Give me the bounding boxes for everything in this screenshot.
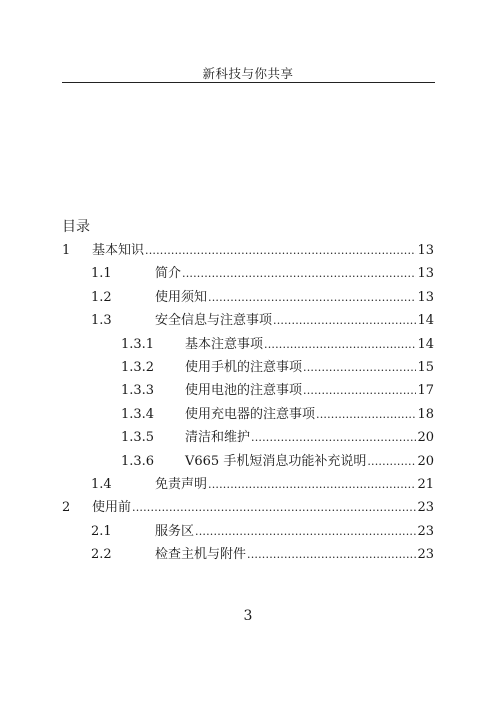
toc-entry-title: 清洁和维护 — [185, 430, 251, 446]
toc-entry-number: 1.3.4 — [121, 406, 155, 422]
toc-dot-leader — [208, 289, 416, 307]
toc-entry-number: 1.3.5 — [121, 430, 155, 446]
toc-entry-page: 13 — [417, 289, 434, 305]
toc-dot-leader — [182, 265, 416, 283]
toc-entry-number: 1.3.6 — [121, 453, 155, 469]
toc-entry-title: 服务区 — [155, 523, 195, 539]
toc-title: 目录 — [62, 219, 90, 235]
header-rule — [62, 82, 435, 83]
toc-entry[interactable] — [62, 382, 434, 405]
toc-entry-page: 17 — [417, 383, 434, 399]
toc-dot-leader — [303, 359, 416, 377]
running-header-title: 新科技与你共享 — [202, 66, 294, 81]
toc-entry[interactable] — [62, 242, 434, 265]
toc-entry-title: 使用须知 — [155, 289, 208, 305]
toc-entry[interactable] — [62, 406, 434, 429]
toc-entry-title: V665 手机短消息功能补充说明 — [185, 453, 367, 469]
toc-entry-title: 基本知识 — [92, 243, 145, 258]
toc-dot-leader — [195, 523, 416, 541]
toc-entry-page: 14 — [417, 313, 434, 329]
toc-entry-title: 使用电池的注意事项 — [185, 383, 303, 399]
toc-entry-number: 2.2 — [91, 547, 112, 563]
toc-entry-number: 1.3.3 — [121, 383, 155, 399]
toc-entry-page: 20 — [417, 430, 434, 446]
toc-entry-number: 1.2 — [91, 289, 112, 305]
toc-entry[interactable] — [62, 289, 434, 312]
toc-entry-page: 13 — [417, 243, 434, 258]
toc-dot-leader — [208, 476, 416, 494]
toc-entry[interactable] — [62, 499, 434, 522]
toc-entry-page: 23 — [417, 500, 434, 516]
toc-dot-leader — [273, 312, 416, 330]
toc-entry[interactable] — [62, 359, 434, 382]
toc-dot-leader — [264, 336, 416, 354]
toc-entry-page: 21 — [417, 476, 434, 492]
toc-entry-page: 13 — [417, 266, 434, 282]
toc-entry[interactable] — [62, 312, 434, 335]
toc-dot-leader — [303, 382, 416, 400]
toc-entry[interactable] — [62, 523, 434, 546]
table-of-contents — [62, 242, 434, 569]
toc-entry-number: 1 — [62, 243, 71, 258]
toc-entry-title: 安全信息与注意事项 — [155, 313, 273, 329]
toc-dot-leader — [247, 546, 416, 564]
toc-entry-number: 1.4 — [91, 476, 112, 492]
toc-entry-page: 23 — [417, 523, 434, 539]
toc-entry[interactable] — [62, 429, 434, 452]
toc-entry-number: 1.3.1 — [121, 336, 155, 352]
toc-entry[interactable] — [62, 546, 434, 569]
toc-entry[interactable] — [62, 336, 434, 359]
toc-entry-number: 2.1 — [91, 523, 112, 539]
toc-entry-title: 使用前 — [92, 500, 132, 516]
toc-entry[interactable] — [62, 265, 434, 288]
toc-entry-page: 18 — [417, 406, 434, 422]
toc-dot-leader — [145, 242, 416, 260]
toc-entry-page: 20 — [417, 453, 434, 469]
toc-entry[interactable] — [62, 476, 434, 499]
toc-dot-leader — [316, 406, 416, 424]
toc-entry-page: 15 — [417, 359, 434, 375]
toc-entry-title: 使用手机的注意事项 — [185, 359, 303, 375]
toc-entry-title: 简介 — [155, 266, 182, 282]
page-number: 3 — [243, 608, 253, 624]
toc-entry-page: 14 — [417, 336, 434, 352]
toc-entry-number: 2 — [62, 500, 71, 516]
toc-entry-title: 免责声明 — [155, 476, 208, 492]
toc-entry-title: 基本注意事项 — [185, 336, 264, 352]
toc-entry-page: 23 — [417, 547, 434, 563]
toc-entry-number: 1.1 — [91, 266, 112, 282]
toc-entry-title: 使用充电器的注意事项 — [185, 406, 316, 422]
toc-entry-title: 检查主机与附件 — [155, 547, 247, 563]
toc-dot-leader — [132, 499, 416, 517]
toc-dot-leader — [367, 453, 416, 471]
toc-dot-leader — [251, 429, 416, 447]
toc-entry-number: 1.3.2 — [121, 359, 155, 375]
toc-entry[interactable] — [62, 453, 434, 476]
toc-entry-number: 1.3 — [91, 313, 112, 329]
